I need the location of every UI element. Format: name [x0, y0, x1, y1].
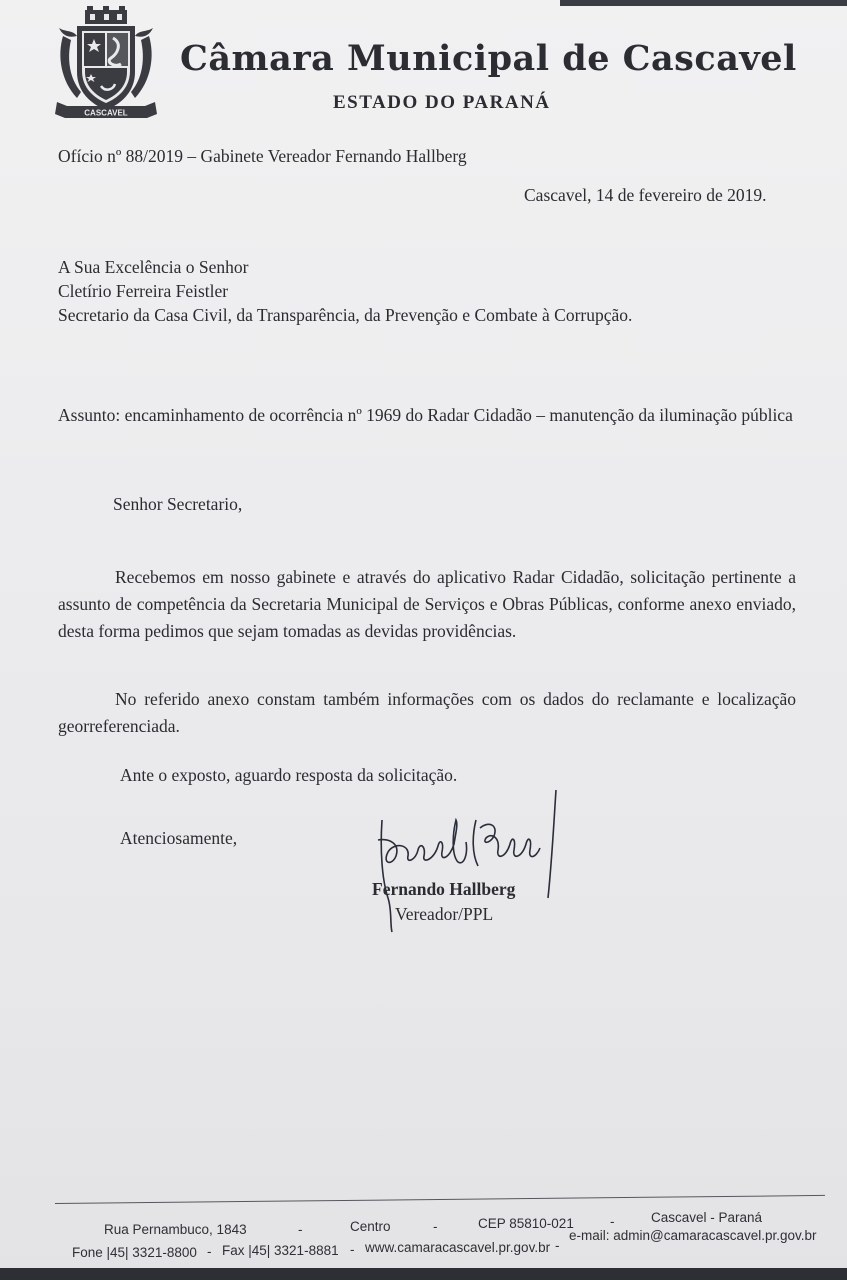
subject-line: Assunto: encaminhamento de ocorrência nº 1969 do Radar Cidadão – manutenção da iluminação pública [58, 405, 793, 425]
coat-of-arms-icon [55, 6, 157, 130]
footer-divider [55, 1195, 825, 1204]
footer-separator: - [298, 1222, 303, 1237]
footer-address: Rua Pernambuco, 1843 [104, 1222, 247, 1237]
footer-separator: - [610, 1214, 615, 1229]
closing: Atenciosamente, [120, 828, 238, 848]
footer-separator: - [350, 1242, 355, 1257]
crest-ribbon-label: CASCAVEL [84, 108, 128, 118]
footer-separator: - [207, 1244, 212, 1259]
footer-website: www.camaracascavel.pr.gov.br [365, 1240, 551, 1255]
footer-city-state: Cascavel - Paraná [651, 1210, 763, 1225]
body-paragraph-1 [58, 564, 796, 645]
body-paragraph-2 [58, 686, 796, 740]
salutation: Senhor Secretario, [113, 494, 243, 514]
recipient-line-1: A Sua Excelência o Senhor [58, 257, 249, 277]
place-date: Cascavel, 14 de fevereiro de 2019. [524, 185, 767, 205]
footer-cep: CEP 85810-021 [478, 1216, 574, 1231]
footer-district: Centro [350, 1219, 391, 1234]
footer-email: e-mail: admin@camaracascavel.pr.gov.br [569, 1228, 817, 1243]
footer-fax: Fax |45| 3321-8881 [222, 1243, 339, 1258]
photo-edge-top [560, 0, 847, 6]
institution-subtitle: ESTADO DO PARANÁ [333, 92, 551, 113]
body-paragraph-2-text: No referido anexo constam também informações com os dados do reclamante e localização georreferenciada. [58, 689, 796, 736]
recipient-title: Secretario da Casa Civil, da Transparência, da Prevenção e Combate à Corrupção. [58, 305, 633, 325]
footer-separator: - [555, 1238, 560, 1253]
footer-phone: Fone |45| 3321-8800 [72, 1245, 197, 1260]
photo-edge-bottom [0, 1268, 847, 1280]
body-paragraph-1-text: Recebemos em nosso gabinete e através do aplicativo Radar Cidadão, solicitação pertinente a assunto de competência da Secretaria Municipal de Serviços e Obras Públicas, conforme anexo enviado, desta forma pedimos que sejam tomadas as devidas providências. [58, 567, 796, 641]
body-paragraph-3: Ante o exposto, aguardo resposta da solicitação. [120, 765, 458, 785]
letter-reference: Ofício nº 88/2019 – Gabinete Vereador Fernando Hallberg [58, 146, 467, 166]
signer-role: Vereador/PPL [395, 904, 494, 924]
signer-name: Fernando Hallberg [372, 879, 516, 899]
recipient-name: Cletírio Ferreira Feistler [58, 281, 229, 301]
footer-separator: - [433, 1219, 438, 1234]
institution-title: Câmara Municipal de Cascavel [180, 38, 797, 79]
